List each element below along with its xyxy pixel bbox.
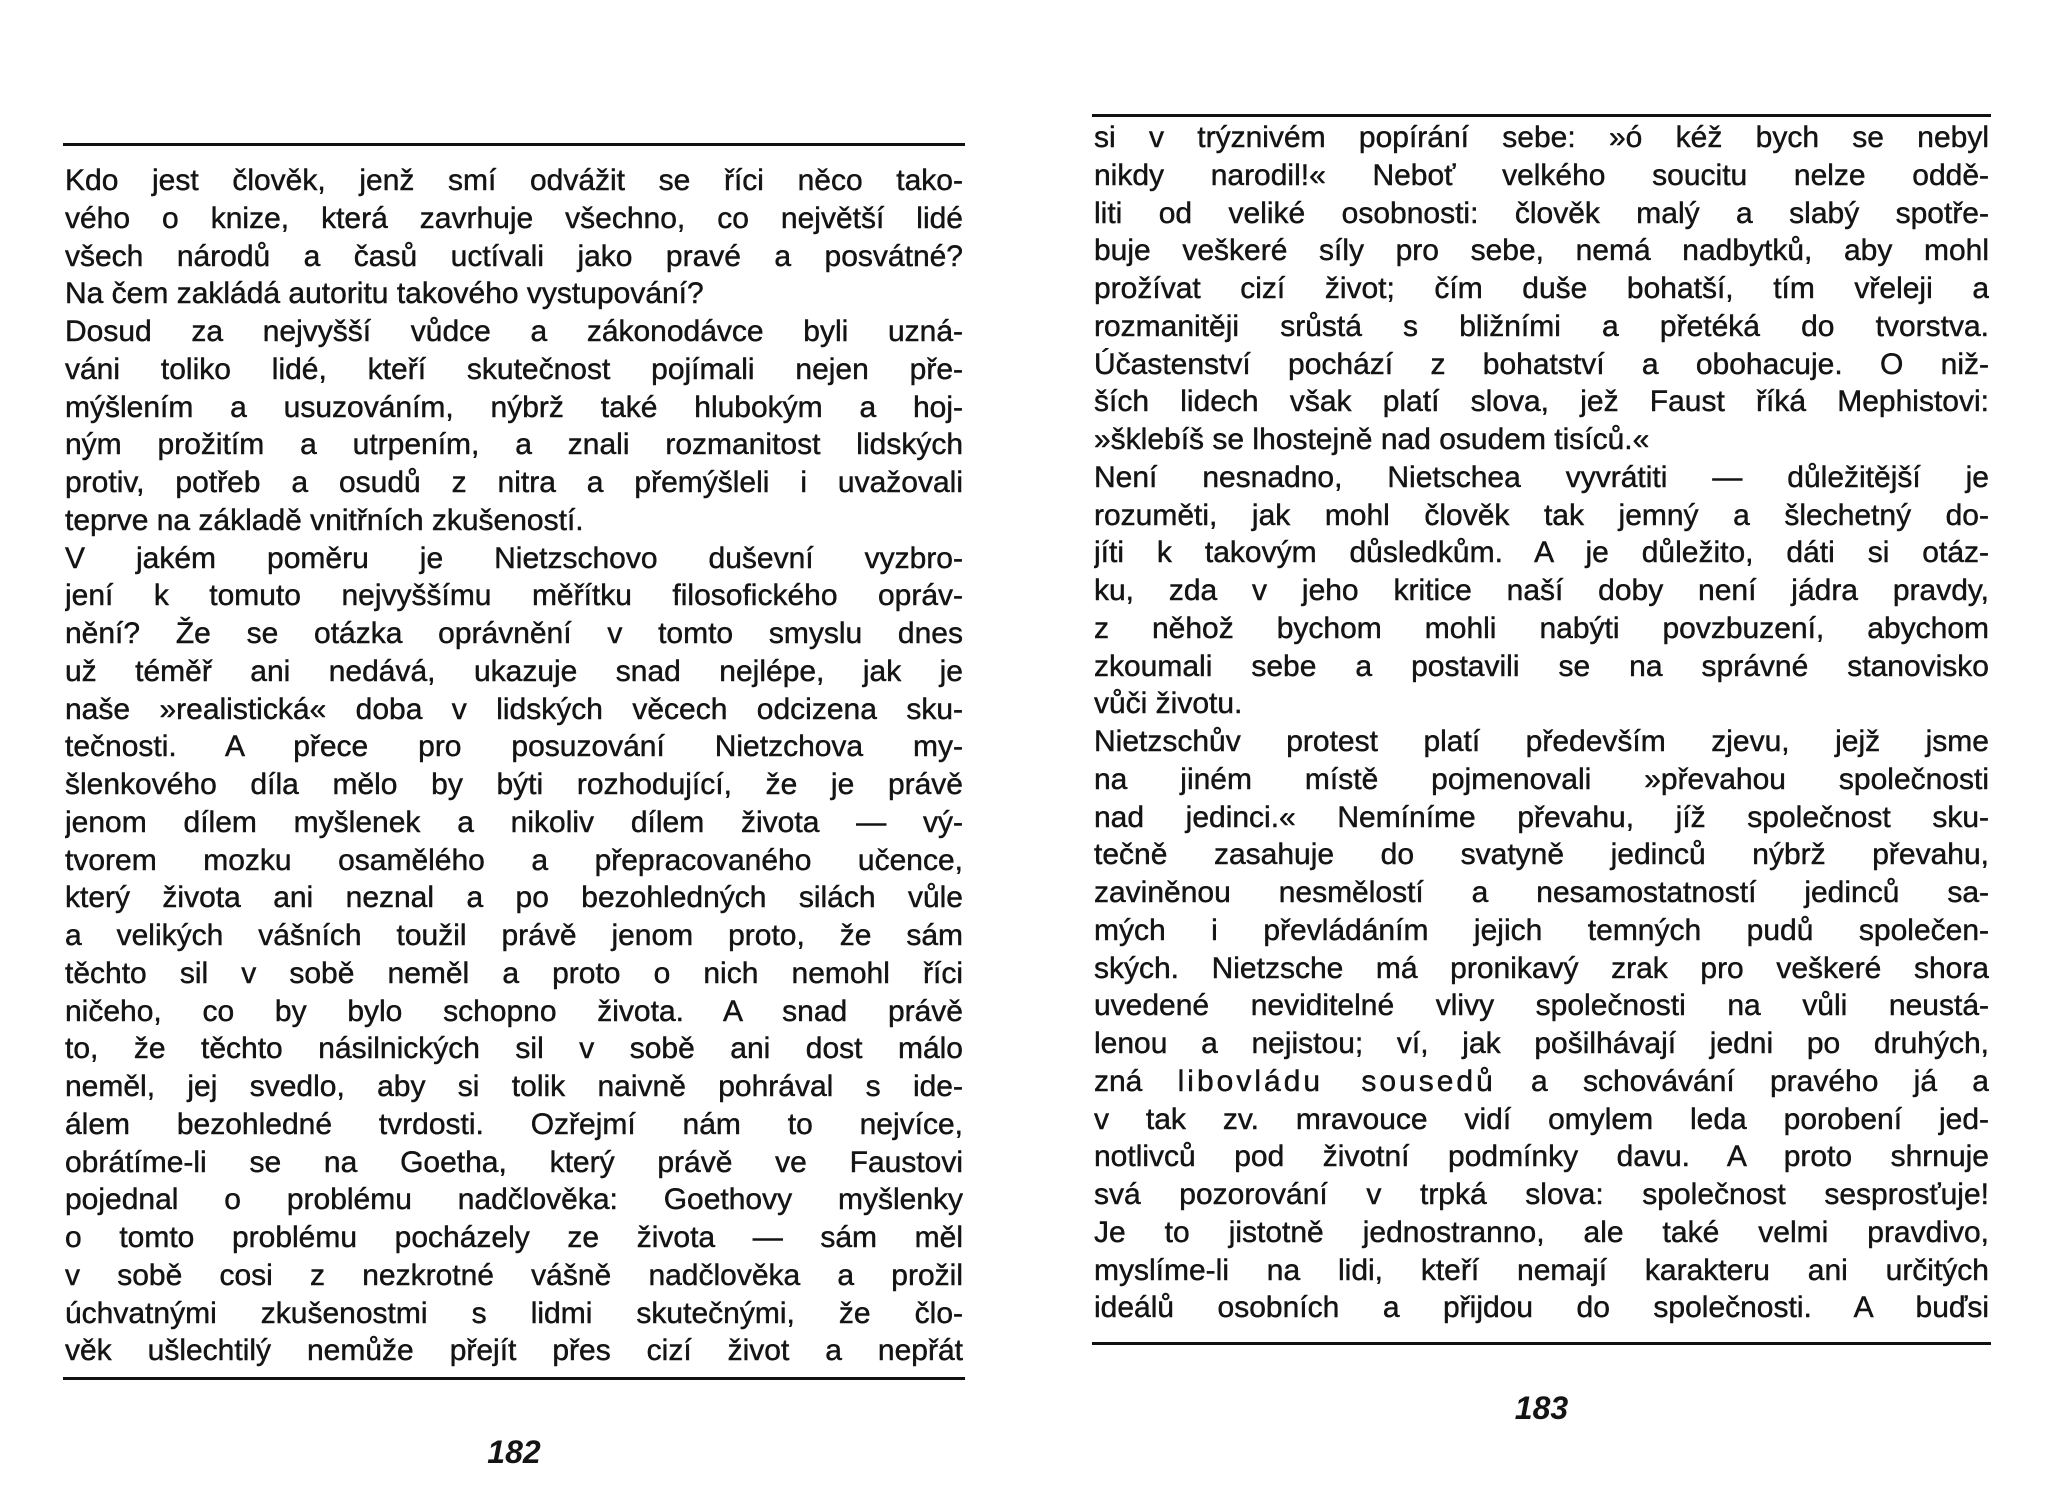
text-line: neměl, jej svedlo, aby si tolik naivně pohrával s ide- <box>65 1070 963 1103</box>
text-segment: a schovávání pravého já a <box>1495 1064 1989 1098</box>
text-line: teprve na základě vnitřních zkušeností. <box>65 503 584 537</box>
bottom-rule <box>63 1377 965 1380</box>
text-line: rozuměti, jak mohl člověk tak jemný a šlechetný do- <box>1094 498 1989 532</box>
text-line: jíti k takovým důsledkům. A je důležito, dáti si otáz- <box>1094 536 1989 570</box>
text-line: ným prožitím a utrpením, a znali rozmanitost lidských <box>65 428 963 462</box>
text-line: obrátíme-li se na Goetha, který právě ve Faustovi <box>65 1145 963 1179</box>
text-line: rozmanitěji srůstá s bližními a přetéká do tvorstva. <box>1094 309 1989 343</box>
top-rule <box>1092 114 1991 117</box>
text-line: prožívat cizí život; čím duše bohatší, tím vřeleji a <box>1094 272 1989 305</box>
text-line: Není nesnadno, Nietschea vyvrátiti — důležitější je <box>1094 460 1989 494</box>
text-line: jení k tomuto nejvyššímu měřítku filosofického opráv- <box>65 579 963 613</box>
text-line: který života ani neznal a po bezohledných silách vůle <box>65 881 963 915</box>
text-line: Kdo jest člověk, jenž smí odvážit se říci něco tako- <box>65 164 963 197</box>
text-line: ských. Nietzsche má pronikavý zrak pro veškeré shora <box>1094 951 1989 985</box>
text-line: tvorem mozku osamělého a přepracovaného učence, <box>65 843 963 877</box>
text-line: Účastenství pochází z bohatství a obohacuje. O niž- <box>1094 347 1989 381</box>
text-line: notlivců pod životní podmínky davu. A proto shrnuje <box>1094 1140 1989 1174</box>
text-line: myslíme-li na lidi, kteří nemají karakteru ani určitých <box>1094 1253 1989 1287</box>
text-line: už téměř ani nedává, ukazuje snad nejlépe, jak je <box>65 654 963 688</box>
text-line: buje veškeré síly pro sebe, nemá nadbytků, aby mohl <box>1094 234 1989 268</box>
text-line: ku, zda v jeho kritice naší doby není jádra pravdy, <box>1094 574 1989 607</box>
text-line: nění? Že se otázka oprávnění v tomto smyslu dnes <box>65 617 963 650</box>
text-line: váni toliko lidé, kteří skutečnost pojímali nejen pře- <box>65 352 963 386</box>
text-line: mých i převládáním jejich temných pudů společen- <box>1094 913 1989 947</box>
text-line: a velikých vášních toužil právě jenom proto, že sám <box>65 919 963 952</box>
text-line: nad jedinci.« Nemíníme převahu, jíž společnost sku- <box>1094 800 1989 834</box>
text-line: tečně zasahuje do svatyně jedinců nýbrž převahu, <box>1094 838 1989 872</box>
text-line: Dosud za nejvyšší vůdce a zákonodávce byli uzná- <box>65 315 963 348</box>
bottom-rule <box>1092 1342 1991 1345</box>
text-line: těchto sil v sobě neměl a proto o nich nemohl říci <box>65 956 963 990</box>
top-rule <box>63 143 965 146</box>
text-line: Nietzschův protest platí především zjevu, jejž jsme <box>1094 725 1989 758</box>
left-page <box>63 0 965 1500</box>
text-line: pojednal o problému nadčlověka: Goethovy myšlenky <box>65 1183 963 1217</box>
text-line: mýšlením a usuzováním, nýbrž také hlubokým a hoj- <box>65 390 963 424</box>
text-line: zkoumali sebe a postavili se na správné stanovisko <box>1094 649 1989 683</box>
text-line: álem bezohledné tvrdosti. Ozřejmí nám to nejvíce, <box>65 1107 963 1141</box>
text-line: o tomto problému pocházely ze života — sám měl <box>65 1221 963 1254</box>
text-line: liti od veliké osobnosti: člověk malý a slabý spotře- <box>1094 196 1989 230</box>
text-segment: zná <box>1094 1064 1178 1098</box>
left-page-text <box>65 162 963 1370</box>
page-number: 183 <box>1514 1390 1569 1426</box>
spaced-text-segment: libovládu sousedů <box>1177 1064 1496 1098</box>
text-line: vůči životu. <box>1094 687 1243 721</box>
text-line: naše »realistická« doba v lidských věcech odcizena sku- <box>65 692 963 726</box>
text-line: svá pozorování v trpká slova: společnost sesprosťuje! <box>1094 1178 1989 1211</box>
text-line: šlenkového díla mělo by býti rozhodující, že je právě <box>65 768 963 801</box>
text-line: tečnosti. A přece pro posuzování Nietzchova my- <box>65 730 963 764</box>
right-page <box>1092 0 1991 1500</box>
text-line: z něhož bychom mohli nabýti povzbuzení, abychom <box>1094 611 1989 645</box>
text-line: ničeho, co by bylo schopno života. A snad právě <box>65 994 963 1028</box>
text-line: nikdy narodil!« Neboť velkého soucitu nelze oddě- <box>1094 158 1989 192</box>
text-line: Na čem zakládá autoritu takového vystupování? <box>65 277 704 311</box>
right-page-text <box>1094 119 1989 1327</box>
page-number: 182 <box>487 1434 541 1470</box>
text-line: úchvatnými zkušenostmi s lidmi skutečnými, že člo- <box>65 1296 963 1330</box>
text-line: na jiném místě pojmenovali »převahou společnosti <box>1094 762 1989 796</box>
text-line: v sobě cosi z nezkrotné vášně nadčlověka a prožil <box>65 1258 963 1292</box>
text-line: ších lidech však platí slova, jež Faust říká Mephistovi: <box>1094 385 1989 419</box>
text-line: věk ušlechtilý nemůže přejít přes cizí život a nepřát <box>65 1334 963 1368</box>
text-line: všech národů a časů uctívali jako pravé a posvátné? <box>65 239 963 273</box>
text-line: ideálů osobních a přijdou do společnosti. A buďsi <box>1094 1291 1989 1325</box>
text-line: v tak zv. mravouce vidí omylem leda porobení jed- <box>1094 1102 1989 1136</box>
text-line: V jakém poměru je Nietzschovo duševní vyzbro- <box>65 541 963 575</box>
text-line: vého o knize, která zavrhuje všechno, co největší lidé <box>65 201 963 235</box>
text-line: jenom dílem myšlenek a nikoliv dílem života — vý- <box>65 805 963 839</box>
text-line: lenou a nejistou; ví, jak pošilhávají jedni po druhých, <box>1094 1027 1989 1060</box>
text-line: »šklebíš se lhostejně nad osudem tisíců.« <box>1094 423 1650 456</box>
text-line <box>1094 1063 1989 1101</box>
text-line: uvedené neviditelné vlivy společnosti na vůli neustá- <box>1094 989 1989 1023</box>
text-line: to, že těchto násilnických sil v sobě ani dost málo <box>65 1032 963 1066</box>
text-line: si v trýznivém popírání sebe: »ó kéž bych se nebyl <box>1094 121 1989 154</box>
text-line: protiv, potřeb a osudů z nitra a přemýšleli i uvažovali <box>65 466 963 499</box>
text-line: Je to jistotně jednostranno, ale také velmi pravdivo, <box>1094 1215 1989 1249</box>
text-line: zaviněnou nesmělostí a nesamostatností jedinců sa- <box>1094 876 1989 909</box>
